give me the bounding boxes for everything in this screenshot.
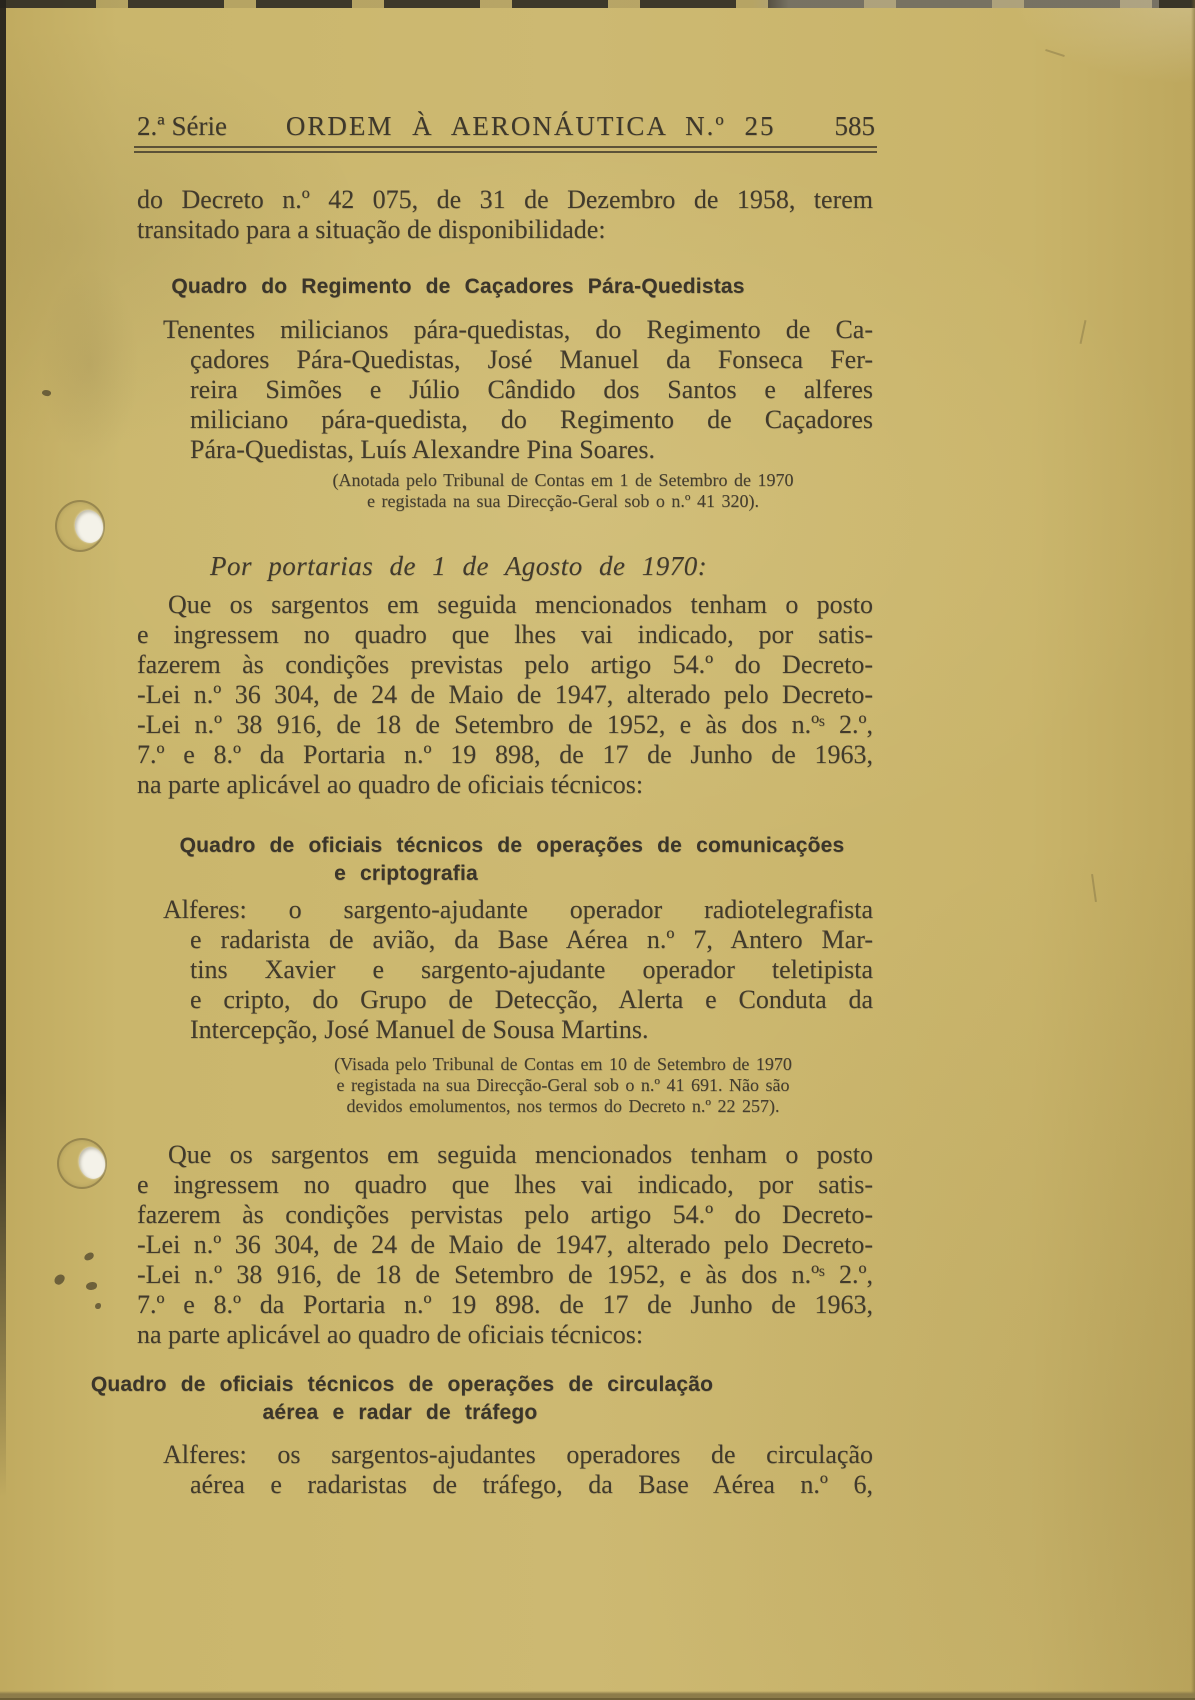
text-line: aérea e radaristas de tráfego, da Base Aérea n.º 6, (190, 1470, 873, 1499)
text-line: e cripto, do Grupo de Detecção, Alerta e Conduta da (190, 985, 873, 1014)
text-line: do Decreto n.º 42 075, de 31 de Dezembro de 1958, terem (137, 185, 873, 214)
paragraph-sargentos-2 (137, 1140, 873, 1350)
note-line: (Anotada pelo Tribunal de Contas em 1 de Setembro de 1970 (332, 470, 794, 490)
text-line: tins Xavier e sargento-ajudante operador teletipista (190, 955, 873, 984)
note-visada (257, 1054, 869, 1117)
section-heading-circulacao-line2: aérea e radar de tráfego (262, 1401, 538, 1424)
page-edge-right (1191, 0, 1195, 1700)
text-line: fazerem às condições pervistas pelo artigo 54.º do Decreto- (137, 1200, 873, 1229)
text-line: Tenentes milicianos pára-quedistas, do Regimento de Ca- (163, 315, 873, 344)
gazette-title: ORDEM À AERONÁUTICA N.º 25 (285, 111, 776, 141)
page-header (137, 110, 875, 142)
scan-artifact (1080, 320, 1087, 344)
note-line: e registada na sua Direcção-Geral sob o n.º 41 691. Não são (336, 1075, 790, 1095)
paragraph-intro (137, 185, 873, 245)
text-line: e ingressem no quadro que lhes vai indicado, por satis- (137, 620, 873, 649)
section-heading-comunicacoes-line2: e criptografia (334, 862, 478, 885)
text-line: Intercepção, José Manuel de Sousa Martins. (190, 1015, 649, 1044)
text-line: -Lei n.º 38 916, de 18 de Setembro de 1952, e às dos n.ºˢ 2.º, (137, 1260, 873, 1289)
section-heading-circulacao-line1: Quadro de oficiais técnicos de operações de circulação (90, 1373, 714, 1396)
text-line: miliciano pára-quedista, do Regimento de Caçadores (190, 405, 873, 434)
text-line: Que os sargentos em seguida mencionados tenham o posto (168, 590, 873, 619)
text-line: 7.º e 8.º da Portaria n.º 19 898, de 17 de Junho de 1963, (137, 740, 873, 769)
text-line: fazerem às condições previstas pelo artigo 54.º do Decreto- (137, 650, 873, 679)
paper-blemish (95, 1303, 101, 1309)
page-number: 585 (834, 111, 875, 141)
note-line: (Visada pelo Tribunal de Contas em 10 de Setembro de 1970 (334, 1054, 792, 1074)
note-line: e registada na sua Direcção-Geral sob o n.º 41 320). (367, 491, 759, 511)
text-line: Alferes: os sargentos-ajudantes operadores de circulação (163, 1440, 873, 1469)
text-line: 7.º e 8.º da Portaria n.º 19 898. de 17 de Junho de 1963, (137, 1290, 873, 1319)
portarias-date-heading: Por portarias de 1 de Agosto de 1970: (210, 551, 708, 581)
scan-artifact (1091, 874, 1097, 902)
paragraph-sargentos-1 (137, 590, 873, 800)
text-line: na parte aplicável ao quadro de oficiais técnicos: (137, 1320, 644, 1349)
page-edge-left (0, 0, 6, 1560)
text-line: Pára-Quedistas, Luís Alexandre Pina Soares. (190, 435, 656, 464)
paragraph-alferes-2 (137, 1440, 873, 1500)
paragraph-tenentes (137, 315, 873, 465)
paper-blemish (41, 389, 51, 397)
text-line: na parte aplicável ao quadro de oficiais técnicos: (137, 770, 644, 799)
text-line: Alferes: o sargento-ajudante operador radiotelegrafista (163, 895, 873, 924)
paper-blemish (83, 1252, 95, 1262)
text-line: reira Simões e Júlio Cândido dos Santos e alferes (190, 375, 873, 404)
note-line: devidos emolumentos, nos termos do Decreto n.º 22 257). (346, 1096, 780, 1116)
paper-blemish (53, 1272, 66, 1286)
text-line: e ingressem no quadro que lhes vai indicado, por satis- (137, 1170, 873, 1199)
text-line: -Lei n.º 38 916, de 18 de Setembro de 1952, e às dos n.ºˢ 2.º, (137, 710, 873, 739)
scan-artifact (1045, 49, 1065, 57)
text-line: transitado para a situação de disponibilidade: (137, 215, 606, 244)
text-line: Que os sargentos em seguida mencionados tenham o posto (168, 1140, 873, 1169)
text-line: -Lei n.º 36 304, de 24 de Maio de 1947, alterado pelo Decreto- (137, 680, 873, 709)
text-line: çadores Pára-Quedistas, José Manuel da Fonseca Fer- (190, 345, 873, 374)
section-heading-comunicacoes-line1: Quadro de oficiais técnicos de operações de comunicações (179, 834, 845, 857)
page-edge-bottom (0, 1691, 1195, 1700)
text-line: e radarista de avião, da Base Aérea n.º 7, Antero Mar- (190, 925, 873, 954)
note-anotada (257, 470, 869, 512)
page-edge-top (0, 0, 1195, 8)
header-double-rule (134, 146, 877, 153)
paragraph-alferes-1 (137, 895, 873, 1045)
paper-blemish (86, 1282, 97, 1290)
series-label: 2.ª Série (137, 111, 227, 141)
section-heading-quadro-regimento: Quadro do Regimento de Caçadores Pára-Quedistas (171, 275, 745, 298)
text-line: -Lei n.º 36 304, de 24 de Maio de 1947, alterado pelo Decreto- (137, 1230, 873, 1259)
